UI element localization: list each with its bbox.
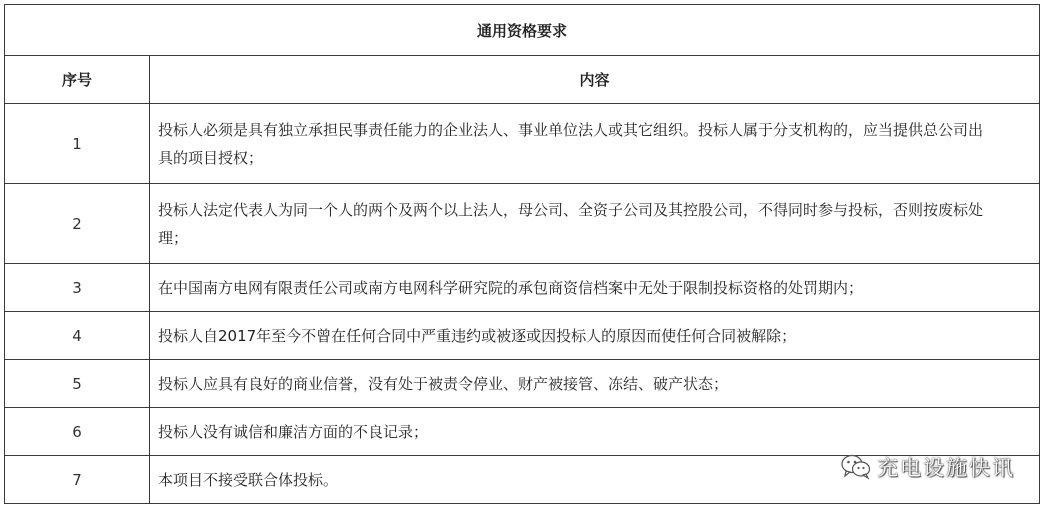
content-line: 本项目不接受联合体投标。 xyxy=(158,470,339,489)
table-row xyxy=(5,312,1040,360)
table-row xyxy=(5,408,1040,456)
table-title: 通用资格要求 xyxy=(5,5,1040,56)
row-content xyxy=(150,104,1040,184)
header-content: 内容 xyxy=(150,56,1040,104)
row-content xyxy=(150,408,1040,456)
row-content xyxy=(150,360,1040,408)
content-line: 具的项目授权； xyxy=(158,148,264,167)
row-seq: 5 xyxy=(5,360,150,408)
table-title-row xyxy=(5,5,1040,56)
header-seq: 序号 xyxy=(5,56,150,104)
row-seq: 2 xyxy=(5,184,150,264)
watermark xyxy=(841,452,1015,482)
content-line: 投标人自2017年至今不曾在任何合同中严重违约或被逐或因投标人的原因而使任何合同被解除； xyxy=(158,326,797,345)
row-seq: 1 xyxy=(5,104,150,184)
content-line: 投标人必须是具有独立承担民事责任能力的企业法人、事业单位法人或其它组织。投标人属于分支机构的，应当提供总公司出 xyxy=(158,120,984,139)
row-seq: 6 xyxy=(5,408,150,456)
row-content xyxy=(150,312,1040,360)
table-row xyxy=(5,184,1040,264)
row-seq: 3 xyxy=(5,264,150,312)
content-line: 在中国南方电网有限责任公司或南方电网科学研究院的承包商资信档案中无处于限制投标资格的处罚期内； xyxy=(158,278,864,297)
row-seq: 4 xyxy=(5,312,150,360)
row-seq: 7 xyxy=(5,456,150,504)
watermark-text: 充电设施快讯 xyxy=(877,456,1015,480)
table-row xyxy=(5,104,1040,184)
wechat-icon xyxy=(841,454,871,480)
content-line: 投标人没有诚信和廉洁方面的不良记录； xyxy=(158,422,429,441)
content-line: 投标人应具有良好的商业信誉，没有处于被责令停业、财产被接管、冻结、破产状态； xyxy=(158,374,729,393)
content-line: 理； xyxy=(158,228,189,247)
requirements-table xyxy=(4,4,1040,504)
table-header-row xyxy=(5,56,1040,104)
table-row xyxy=(5,360,1040,408)
row-content xyxy=(150,184,1040,264)
row-content xyxy=(150,264,1040,312)
table-row xyxy=(5,264,1040,312)
content-line: 投标人法定代表人为同一个人的两个及两个以上法人，母公司、全资子公司及其控股公司，不得同时参与投标，否则按废标处 xyxy=(158,200,984,219)
